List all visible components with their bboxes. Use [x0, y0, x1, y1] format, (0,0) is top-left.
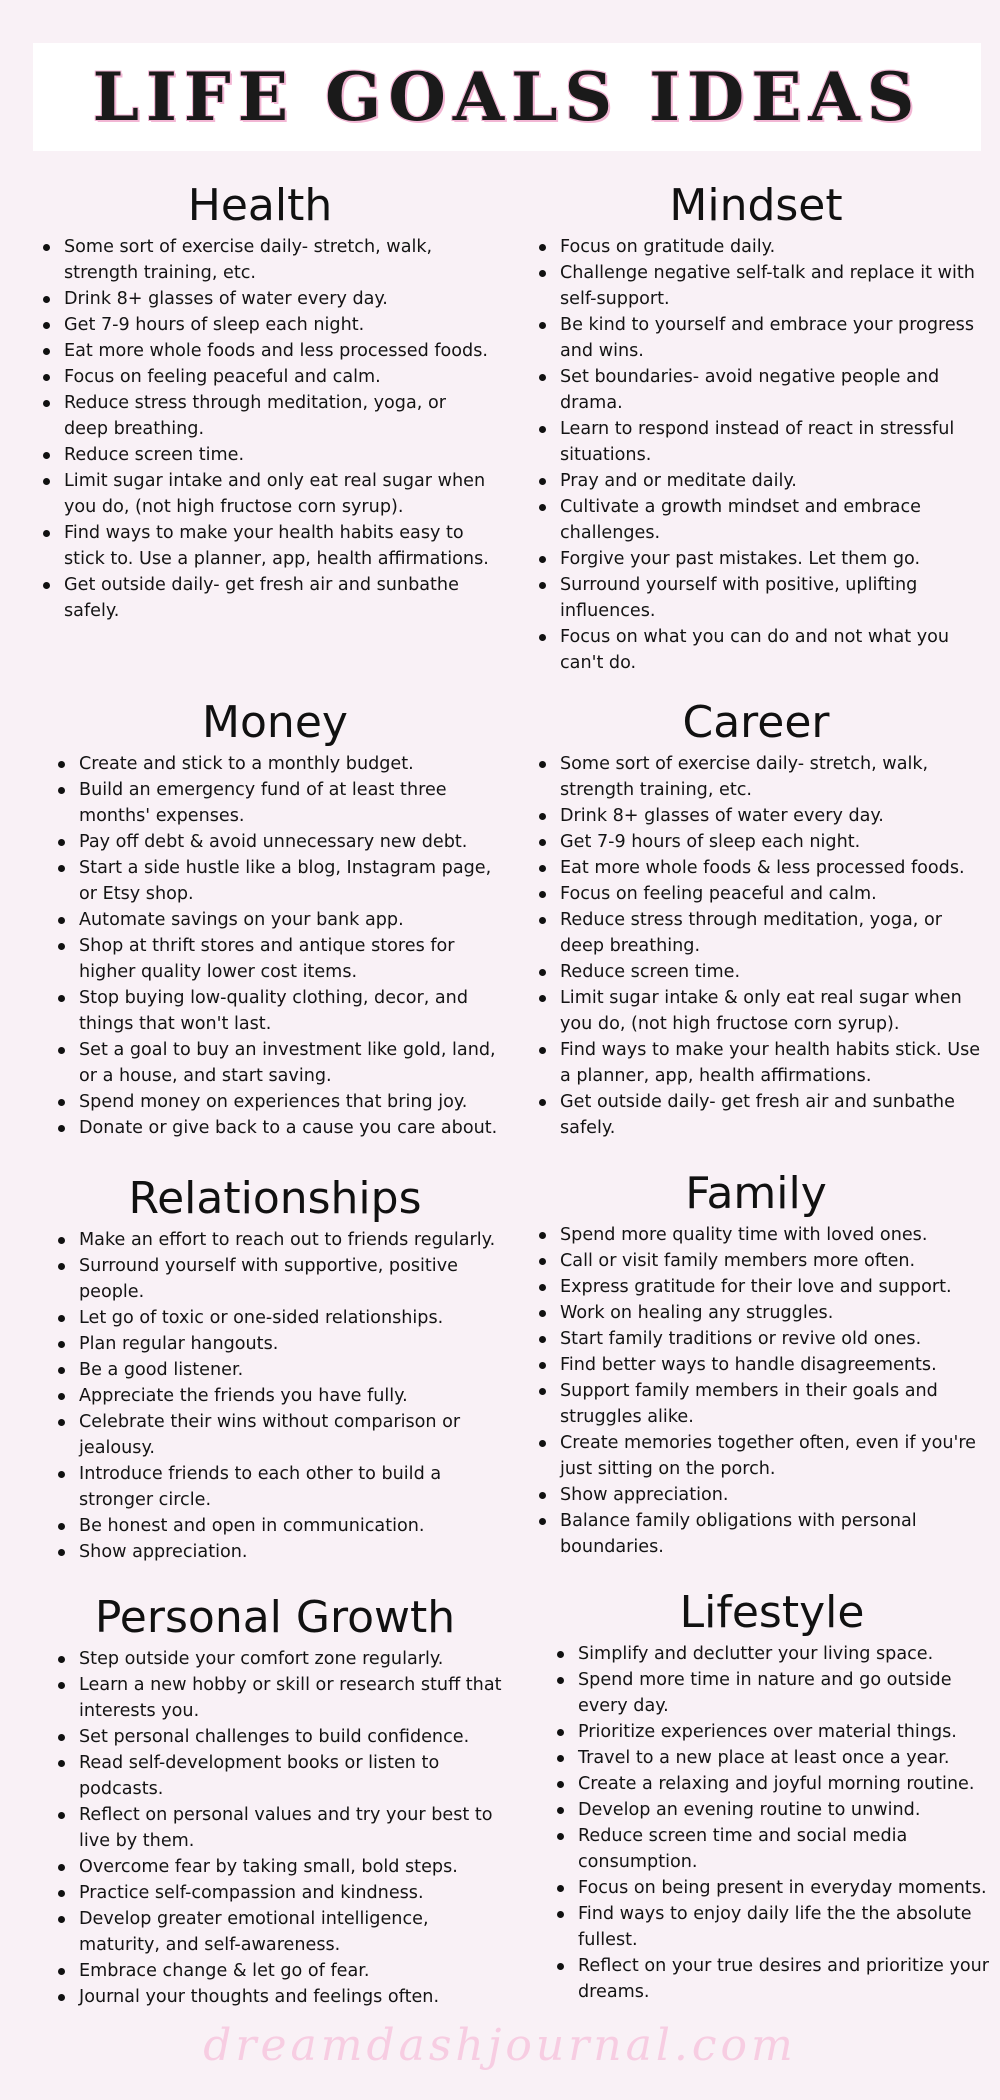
section-personal-growth: [45, 1590, 505, 2010]
goal-item: Be a good listener.: [45, 1357, 505, 1383]
goal-item: Prioritize experiences over material things.: [544, 1719, 1000, 1745]
goal-item: Journal your thoughts and feelings often.: [45, 1984, 505, 2010]
goal-list: [30, 234, 490, 624]
goal-item: Get outside daily- get fresh air and sunbathe safely.: [526, 1089, 986, 1141]
goal-item: Reduce screen time.: [30, 442, 490, 468]
goal-item: Show appreciation.: [45, 1539, 505, 1565]
goal-list: [45, 1646, 505, 2010]
goal-list: [526, 1222, 986, 1560]
section-health: [30, 178, 490, 624]
goal-item: Reduce stress through meditation, yoga, or deep breathing.: [526, 907, 986, 959]
goal-item: Focus on feeling peaceful and calm.: [30, 364, 490, 390]
goal-item: Spend more time in nature and go outside every day.: [544, 1667, 1000, 1719]
goal-item: Some sort of exercise daily- stretch, walk, strength training, etc.: [30, 234, 490, 286]
section-heading: Family: [685, 1168, 827, 1219]
section-heading: Career: [682, 697, 830, 748]
section-heading: Lifestyle: [679, 1587, 865, 1638]
goal-item: Create memories together often, even if you're just sitting on the porch.: [526, 1430, 986, 1482]
section-relationships: [45, 1171, 505, 1565]
goal-item: Reduce screen time and social media consumption.: [544, 1823, 1000, 1875]
goal-item: Celebrate their wins without comparison or jealousy.: [45, 1409, 505, 1461]
goal-item: Challenge negative self-talk and replace it with self-support.: [526, 260, 986, 312]
goal-item: Surround yourself with supportive, positive people.: [45, 1253, 505, 1305]
goal-item: Read self-development books or listen to podcasts.: [45, 1750, 505, 1802]
section-heading: Personal Growth: [94, 1592, 456, 1643]
goal-item: Shop at thrift stores and antique stores for higher quality lower cost items.: [45, 933, 505, 985]
goal-item: Reduce screen time.: [526, 959, 986, 985]
page-title: LIFE GOALS IDEAS: [92, 58, 922, 136]
goal-list: [526, 751, 986, 1141]
goal-item: Find ways to make your health habits easy to stick to. Use a planner, app, health affirmations.: [30, 520, 490, 572]
goal-item: Cultivate a growth mindset and embrace challenges.: [526, 494, 986, 546]
goal-item: Call or visit family members more often.: [526, 1248, 986, 1274]
goal-item: Simplify and declutter your living space.: [544, 1641, 1000, 1667]
section-heading: Mindset: [669, 180, 843, 231]
goal-item: Forgive your past mistakes. Let them go.: [526, 546, 986, 572]
goal-item: Donate or give back to a cause you care about.: [45, 1115, 505, 1141]
goal-item: Spend money on experiences that bring joy.: [45, 1089, 505, 1115]
footer-watermark: dreamdashjournal.com: [203, 2020, 797, 2071]
section-heading: Money: [202, 697, 348, 748]
goal-item: Some sort of exercise daily- stretch, walk, strength training, etc.: [526, 751, 986, 803]
section-money: [45, 695, 505, 1141]
goal-item: Be kind to yourself and embrace your progress and wins.: [526, 312, 986, 364]
goal-item: Reduce stress through meditation, yoga, or deep breathing.: [30, 390, 490, 442]
title-banner: [33, 43, 981, 151]
goal-item: Plan regular hangouts.: [45, 1331, 505, 1357]
goal-item: Pray and or meditate daily.: [526, 468, 986, 494]
goal-item: Travel to a new place at least once a year.: [544, 1745, 1000, 1771]
goal-item: Spend more quality time with loved ones.: [526, 1222, 986, 1248]
goal-item: Let go of toxic or one-sided relationships.: [45, 1305, 505, 1331]
goal-item: Work on healing any struggles.: [526, 1300, 986, 1326]
goal-item: Set personal challenges to build confidence.: [45, 1724, 505, 1750]
goal-item: Learn to respond instead of react in stressful situations.: [526, 416, 986, 468]
goal-item: Build an emergency fund of at least three months' expenses.: [45, 777, 505, 829]
goal-item: Focus on being present in everyday moments.: [544, 1875, 1000, 1901]
goal-item: Get 7-9 hours of sleep each night.: [526, 829, 986, 855]
goal-item: Balance family obligations with personal boundaries.: [526, 1508, 986, 1560]
goal-item: Be honest and open in communication.: [45, 1513, 505, 1539]
goal-item: Focus on what you can do and not what you can't do.: [526, 624, 986, 676]
goal-item: Introduce friends to each other to build a stronger circle.: [45, 1461, 505, 1513]
goal-item: Start family traditions or revive old ones.: [526, 1326, 986, 1352]
section-heading: Relationships: [128, 1173, 422, 1224]
goal-item: Focus on feeling peaceful and calm.: [526, 881, 986, 907]
goal-item: Surround yourself with positive, uplifting influences.: [526, 572, 986, 624]
goal-item: Find ways to enjoy daily life the the absolute fullest.: [544, 1901, 1000, 1953]
section-heading: Health: [187, 180, 333, 231]
goal-item: Find better ways to handle disagreements.: [526, 1352, 986, 1378]
goal-item: Get 7-9 hours of sleep each night.: [30, 312, 490, 338]
goal-item: Support family members in their goals and struggles alike.: [526, 1378, 986, 1430]
goal-list: [526, 234, 986, 676]
goal-item: Develop greater emotional intelligence, maturity, and self-awareness.: [45, 1906, 505, 1958]
section-family: [526, 1166, 986, 1560]
goal-item: Set boundaries- avoid negative people and drama.: [526, 364, 986, 416]
goal-item: Learn a new hobby or skill or research stuff that interests you.: [45, 1672, 505, 1724]
goal-item: Automate savings on your bank app.: [45, 907, 505, 933]
goal-item: Focus on gratitude daily.: [526, 234, 986, 260]
section-mindset: [526, 178, 986, 676]
goal-item: Overcome fear by taking small, bold steps.: [45, 1854, 505, 1880]
goal-item: Appreciate the friends you have fully.: [45, 1383, 505, 1409]
goal-item: Show appreciation.: [526, 1482, 986, 1508]
goal-item: Embrace change & let go of fear.: [45, 1958, 505, 1984]
goal-item: Reflect on personal values and try your best to live by them.: [45, 1802, 505, 1854]
goal-item: Start a side hustle like a blog, Instagram page, or Etsy shop.: [45, 855, 505, 907]
goal-item: Limit sugar intake and only eat real sugar when you do, (not high fructose corn syrup).: [30, 468, 490, 520]
goal-item: Set a goal to buy an investment like gold, land, or a house, and start saving.: [45, 1037, 505, 1089]
goal-item: Develop an evening routine to unwind.: [544, 1797, 1000, 1823]
section-career: [526, 695, 986, 1141]
goal-item: Eat more whole foods & less processed foods.: [526, 855, 986, 881]
goal-item: Create and stick to a monthly budget.: [45, 751, 505, 777]
goal-item: Pay off debt & avoid unnecessary new debt.: [45, 829, 505, 855]
goal-list: [45, 751, 505, 1141]
goal-item: Drink 8+ glasses of water every day.: [526, 803, 986, 829]
goal-item: Get outside daily- get fresh air and sunbathe safely.: [30, 572, 490, 624]
goal-item: Limit sugar intake & only eat real sugar when you do, (not high fructose corn syrup).: [526, 985, 986, 1037]
goal-item: Practice self-compassion and kindness.: [45, 1880, 505, 1906]
goal-item: Create a relaxing and joyful morning routine.: [544, 1771, 1000, 1797]
goal-item: Express gratitude for their love and support.: [526, 1274, 986, 1300]
section-lifestyle: [544, 1585, 1000, 2005]
goal-list: [45, 1227, 505, 1565]
goal-item: Find ways to make your health habits stick. Use a planner, app, health affirmations.: [526, 1037, 986, 1089]
goal-item: Reflect on your true desires and prioritize your dreams.: [544, 1953, 1000, 2005]
goal-list: [544, 1641, 1000, 2005]
goal-item: Make an effort to reach out to friends regularly.: [45, 1227, 505, 1253]
goal-item: Drink 8+ glasses of water every day.: [30, 286, 490, 312]
goal-item: Stop buying low-quality clothing, decor, and things that won't last.: [45, 985, 505, 1037]
goal-item: Step outside your comfort zone regularly.: [45, 1646, 505, 1672]
goal-item: Eat more whole foods and less processed foods.: [30, 338, 490, 364]
